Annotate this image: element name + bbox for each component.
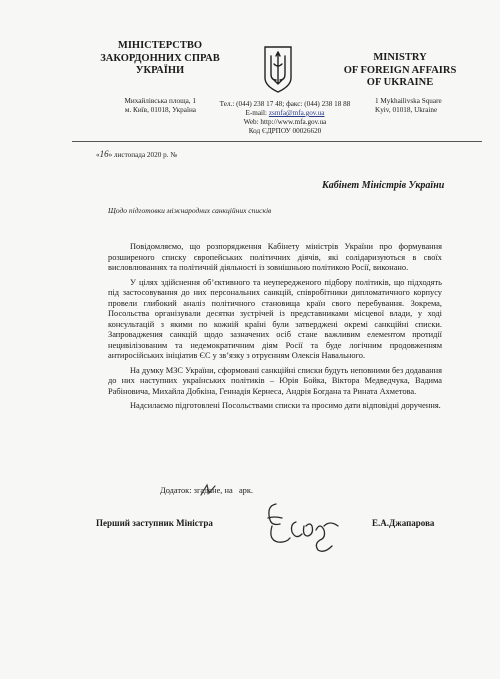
date-open-quote: «	[96, 151, 100, 159]
ministry-name-line: УКРАЇНИ	[135, 65, 185, 76]
date-rest: » листопада 2020 р. №	[108, 151, 178, 159]
signatory-title: Перший заступник Міністра	[96, 518, 213, 528]
address-ukrainian	[104, 97, 196, 115]
body-paragraph: На думку МЗС України, сформовані санкційні списки будуть неповними без додавання до них наступних українських політиків – Юрія Бойка, Віктора Медведчука, Вадима Рабіновича, Михайла Добкіна, Геннадія Кернеса, Андрія Богдана та Рината Ахметова.	[108, 365, 442, 396]
address-line: Kyiv, 01018, Ukraine	[375, 106, 438, 114]
address-line: Михайлівська площа, 1	[124, 97, 196, 105]
date-day-handwritten: 16	[99, 149, 109, 159]
recipient: Кабінет Міністрів України	[322, 180, 445, 191]
handwritten-mark-icon	[199, 483, 221, 497]
ministry-name-ukrainian	[96, 40, 224, 78]
edrpou-code: Код ЄДРПОУ 00026620	[248, 127, 322, 135]
attachment-prefix: Додаток: згадане, на	[160, 486, 233, 495]
ministry-name-english	[325, 52, 475, 90]
body-paragraph: У цілях здійснення об’єктивного та неупередженого підбору політиків, що підходять під застосовування до них персональних санкцій, співробітники дипломатичного корпусу провели глибокий аналіз політичного становища країн свого перебування. Зокрема, Посольства організували десятки зустрічей із представниками місцевої влади, у ході консультацій з якими по кожній країні були затверджені окремі санкційні списки. Запроваджения санкцій щодо зазначених осіб стане важливим елементом протидії нецивілізованим та недемократичним діям Росії та буде логічним продовженням антиросійських ініціатив ЄС у зв’язку з отруєнням Олексія Навального.	[108, 277, 442, 360]
header-divider	[72, 141, 482, 142]
address-line: 1 Mykhailivska Square	[375, 97, 442, 105]
body-paragraph: Надсилаємо підготовлені Посольствами списки та просимо дати відповідні доручення.	[130, 401, 441, 410]
email-line	[196, 109, 374, 118]
signatory-name: Е.А.Джапарова	[372, 518, 435, 528]
ministry-name-line: MINISTRY	[373, 52, 427, 63]
address-line: м. Київ, 01018, Україна	[124, 106, 196, 114]
coat-of-arms-icon	[262, 44, 294, 94]
phone-fax: Тел.: (044) 238 17 48; факс: (044) 238 18 88	[219, 100, 351, 108]
body-paragraph: Повідомляємо, що розпорядження Кабінету міністрів України про формування розширеного списку європейських політичних діячів, які солідаризуються в своїх висловлюваннях та політичній діяльності із зовнішньою політикою Росії, виконано.	[108, 242, 442, 272]
email-label: E-mail:	[245, 109, 268, 117]
address-english	[375, 97, 475, 115]
ministry-name-line: OF UKRAINE	[366, 77, 434, 88]
attachment-suffix: арк.	[238, 486, 254, 495]
letter-body	[108, 242, 442, 416]
ministry-name-line: OF FOREIGN AFFAIRS	[343, 64, 457, 76]
contact-details	[196, 100, 374, 136]
document-date	[96, 150, 177, 160]
website-link[interactable]: Web: http://www.mfa.gov.ua	[243, 118, 327, 126]
ministry-name-line: МІНІСТЕРСТВО	[117, 40, 203, 51]
ministry-name-line: ЗАКОРДОННИХ СПРАВ	[100, 52, 220, 64]
signature-icon	[262, 496, 350, 556]
subject-line: Щодо підготовки міжнародних санкційних списків	[108, 206, 272, 215]
email-link[interactable]: zsmfa@mfa.gov.ua	[268, 109, 325, 117]
